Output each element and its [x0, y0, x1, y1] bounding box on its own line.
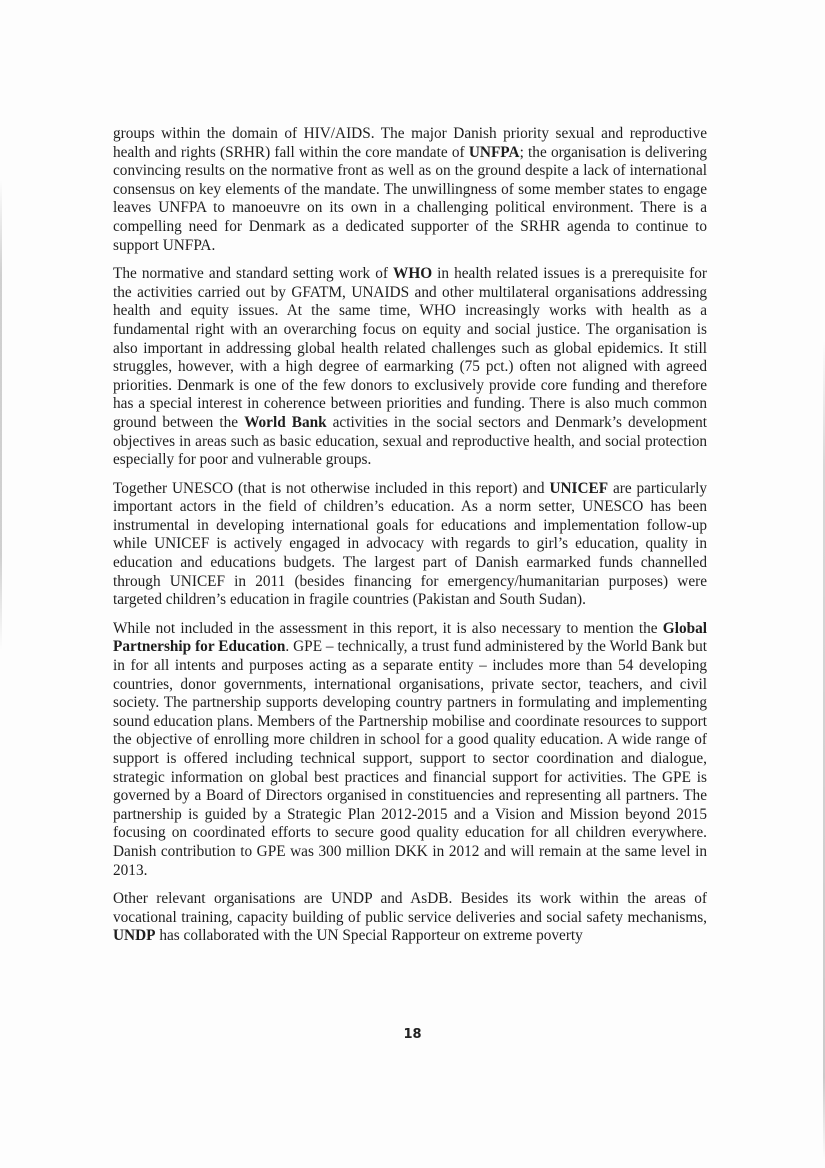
scan-edge-left — [0, 180, 2, 650]
text-run: . GPE – technically, a trust fund administered by the World Bank but in for all intents and purposes acting as a separate entity – includes more than 54 developing countries, donor governments, international organisations, private sector, teachers, and civil society. The partnership supports developing country partners in formulating and implementing sound education plans. Members of the Partnership mobilise and coordinate resources to support the objective of enrolling more children in school for a good quality education. A wide range of support is offered including technical support, support to sector coordination and dialogue, strategic information on global best practices and financial support for activities. The GPE is governed by a Board of Directors organised in constituencies and representing all partners. The partnership is guided by a Strategic Plan 2012-2015 and a Vision and Mission beyond 2015 focusing on coordinated efforts to secure good quality education for all children everywhere. Danish contribution to GPE was 300 million DKK in 2012 and will remain at the same level in 2013. — [113, 638, 707, 879]
paragraph-hiv-unfpa — [113, 125, 707, 255]
paragraph-unesco-unicef — [113, 480, 707, 610]
paragraph-who-worldbank — [113, 265, 707, 470]
text-run: in health related issues is a prerequisite for the activities carried out by GFATM, UNAIDS and other multilateral organisations addressing health and equity issues. At the same time, WHO increasingly works with health as a fundamental right with an overarching focus on equity and social justice. The organisation is also important in addressing global health related challenges such as global epidemics. It still struggles, however, with a high degree of earmarking (75 pct.) often not aligned with agreed priorities. Denmark is one of the few donors to exclusively provide core funding and therefore has a special interest in coherence between priorities and funding. There is also much common ground between the — [113, 265, 707, 431]
text-run: has collaborated with the UN Special Rapporteur on extreme poverty — [155, 927, 583, 945]
bold-term: World Bank — [244, 413, 327, 431]
bold-term: WHO — [393, 265, 433, 283]
body-text — [113, 125, 707, 956]
text-run: ; the organisation is delivering convincing results on the normative front as well as on the ground despite a lack of international consensus on key elements of the mandate. The unwillingness of some member states to engage leaves UNFPA to manoeuvre on its own in a challenging political environment. There is a compelling need for Denmark as a dedicated supporter of the SRHR agenda to continue to support UNFPA. — [113, 143, 708, 254]
text-run: Other relevant organisations are UNDP and AsDB. Besides its work within the areas of vocational training, capacity building of public service deliveries and social safety mechanisms, — [113, 890, 707, 926]
paragraph-gpe — [113, 620, 707, 880]
text-run: groups within the domain of HIV/AIDS. The major Danish priority sexual and reproductive health and rights (SRHR) fall within the core mandate of — [113, 125, 707, 161]
text-run: Together UNESCO (that is not otherwise included in this report) and — [113, 479, 550, 497]
text-run: activities in the social sectors and Denmark’s development objectives in areas such as basic education, sexual and reproductive health, and social protection especially for poor and vulnerable groups. — [113, 413, 707, 469]
text-run: are particularly important actors in the field of children’s education. As a norm setter, UNESCO has been instrumental in developing international goals for educations and implementation follow-up while UNICEF is actively engaged in advocacy with regards to girl’s education, quality in education and educations budgets. The largest part of Danish earmarked funds channelled through UNICEF in 2011 (besides financing for emergency/humanitarian purposes) were targeted children’s education in fragile countries (Pakistan and South Sudan). — [113, 479, 707, 609]
text-run: While not included in the assessment in this report, it is also necessary to mention the — [113, 619, 663, 637]
bold-term: Global Partnership for Education — [113, 619, 707, 656]
bold-term: UNDP — [113, 927, 156, 945]
paragraph-undp-asdb — [113, 890, 707, 946]
bold-term: UNFPA — [468, 143, 520, 161]
bold-term: UNICEF — [549, 479, 609, 497]
text-run: The normative and standard setting work of — [113, 265, 394, 283]
page-number: 18 — [403, 1027, 422, 1042]
